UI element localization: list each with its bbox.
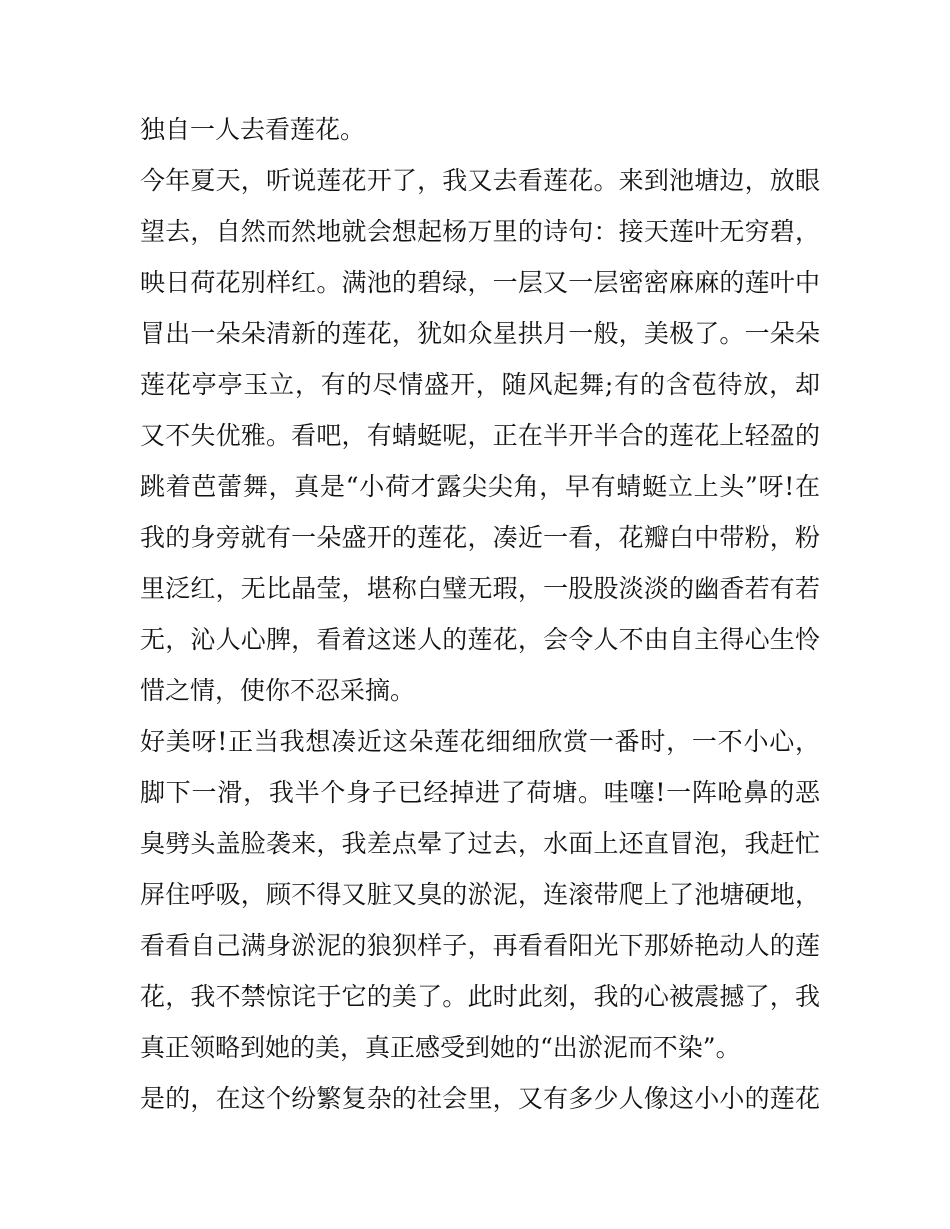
text-line: 看看自己满身淤泥的狼狈样子，再看看阳光下那娇艳动人的莲: [140, 931, 820, 960]
text-line: 屏住呼吸，顾不得又脏又臭的淤泥，连滚带爬上了池塘硬地，: [140, 880, 820, 909]
text-line: 好美呀!正当我想凑近这朵莲花细细欣赏一番时，一不小心，: [140, 727, 820, 756]
essay-body: [140, 104, 820, 1124]
text-line: 又不失优雅。看吧，有蜻蜓呢，正在半开半合的莲花上轻盈的: [140, 421, 820, 450]
text-line: 望去，自然而然地就会想起杨万里的诗句：接天莲叶无穷碧，: [140, 217, 820, 246]
text-line: 臭劈头盖脸袭来，我差点晕了过去，水面上还直冒泡，我赶忙: [140, 829, 820, 858]
text-line: 今年夏天，听说莲花开了，我又去看莲花。来到池塘边，放眼: [140, 166, 820, 195]
text-line: 花，我不禁惊诧于它的美了。此时此刻，我的心被震撼了，我: [140, 982, 820, 1011]
text-line: 是的，在这个纷繁复杂的社会里，又有多少人像这小小的莲花: [140, 1084, 820, 1113]
text-line: 冒出一朵朵清新的莲花，犹如众星拱月一般，美极了。一朵朵: [140, 319, 820, 348]
text-line: 莲花亭亭玉立，有的尽情盛开，随风起舞;有的含苞待放，却: [140, 370, 820, 399]
text-line: 脚下一滑，我半个身子已经掉进了荷塘。哇噻!一阵呛鼻的恶: [140, 778, 820, 807]
text-line: 独自一人去看莲花。: [140, 115, 366, 144]
text-line: 跳着芭蕾舞，真是“小荷才露尖尖角，早有蜻蜓立上头”呀!在: [140, 472, 820, 501]
text-line: 里泛红，无比晶莹，堪称白璧无瑕，一股股淡淡的幽香若有若: [140, 574, 820, 603]
text-line: 映日荷花别样红。满池的碧绿，一层又一层密密麻麻的莲叶中: [140, 268, 820, 297]
text-line: 我的身旁就有一朵盛开的莲花，凑近一看，花瓣白中带粉，粉: [140, 523, 820, 552]
text-line: 无，沁人心脾，看着这迷人的莲花，会令人不由自主得心生怜: [140, 625, 820, 654]
text-line: 惜之情，使你不忍采摘。: [140, 676, 416, 705]
text-line: 真正领略到她的美，真正感受到她的“出淤泥而不染”。: [140, 1033, 741, 1062]
